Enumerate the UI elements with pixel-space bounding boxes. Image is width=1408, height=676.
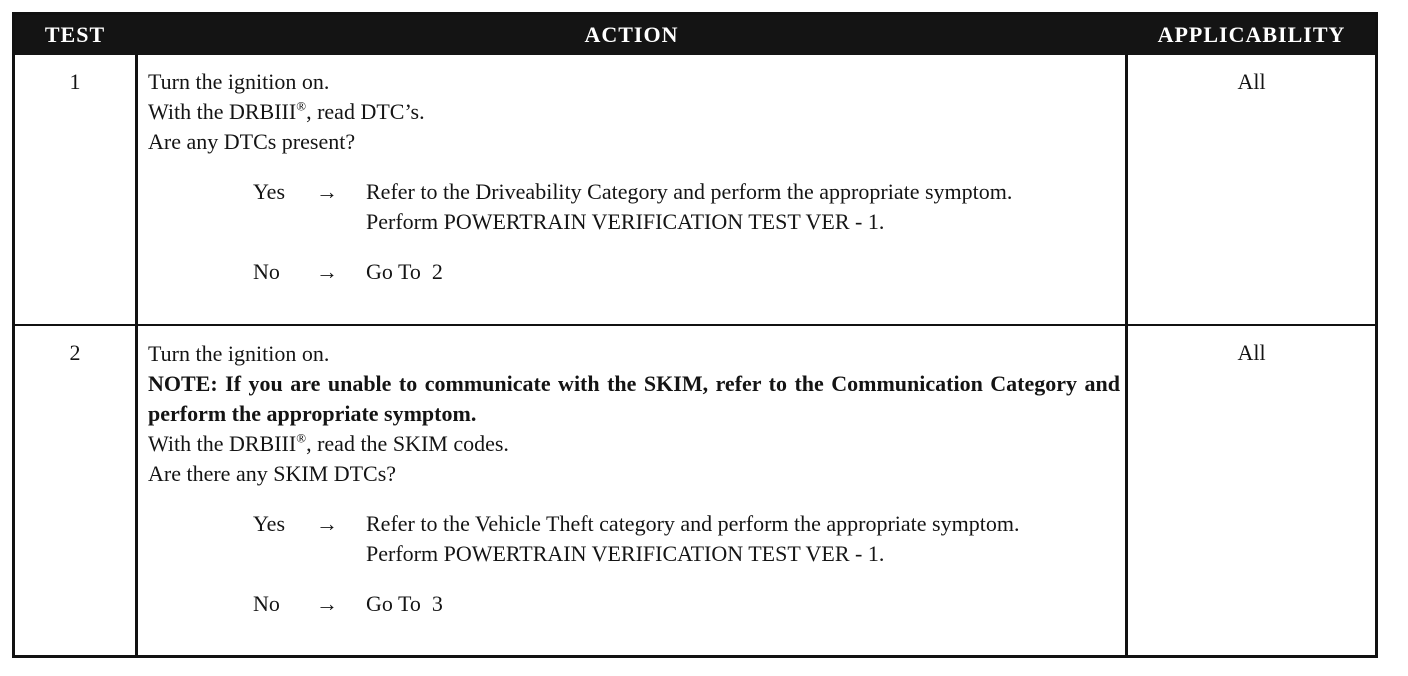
yes-label: Yes [253,179,286,204]
arrow-right-icon: → [316,179,338,204]
action-cell-1 [148,67,1120,287]
instruction-line: With the DRBIII®, read DTC’s. [148,98,425,124]
applicability-1: All [1237,69,1266,94]
instruction-line: Turn the ignition on. [148,69,330,94]
yes-action-text-2: Perform POWERTRAIN VERIFICATION TEST VER - 1. [366,209,885,234]
no-action-text: Go To 2 [366,259,443,284]
no-response-1 [148,257,1120,287]
header-applicability: APPLICABILITY [1157,22,1346,47]
yes-response-2 [148,509,1120,569]
yes-action-text: Refer to the Vehicle Theft category and perform the appropriate symptom. [366,511,1020,536]
yes-response-1 [148,177,1120,237]
note-text: NOTE: If you are unable to communicate with the SKIM, refer to the Communication Category and perform the appropriate symptom. [148,371,1120,426]
test-number-2: 2 [69,340,81,365]
test-number-1: 1 [69,69,81,94]
diagnostic-test-table [12,12,1378,658]
instruction-line: Are any DTCs present? [148,129,356,154]
yes-action-text: Refer to the Driveability Category and perform the appropriate symptom. [366,179,1013,204]
no-action-text: Go To 3 [366,591,443,616]
arrow-right-icon: → [316,259,338,284]
row-divider [15,324,1375,326]
header-test: TEST [44,22,106,47]
no-label: No [253,259,280,284]
applicability-2: All [1237,340,1266,365]
instruction-line: Turn the ignition on. [148,341,330,366]
instruction-line: With the DRBIII®, read the SKIM codes. [148,430,509,456]
yes-action-text-2: Perform POWERTRAIN VERIFICATION TEST VER - 1. [366,541,885,566]
no-response-2 [148,589,1120,619]
action-cell-2 [148,339,1120,619]
header-action: ACTION [584,22,679,47]
table-header [15,15,1375,55]
column-divider-test [135,55,138,658]
arrow-right-icon: → [316,511,338,536]
no-label: No [253,591,280,616]
arrow-right-icon: → [316,591,338,616]
instruction-line: Are there any SKIM DTCs? [148,461,397,486]
yes-label: Yes [253,511,286,536]
